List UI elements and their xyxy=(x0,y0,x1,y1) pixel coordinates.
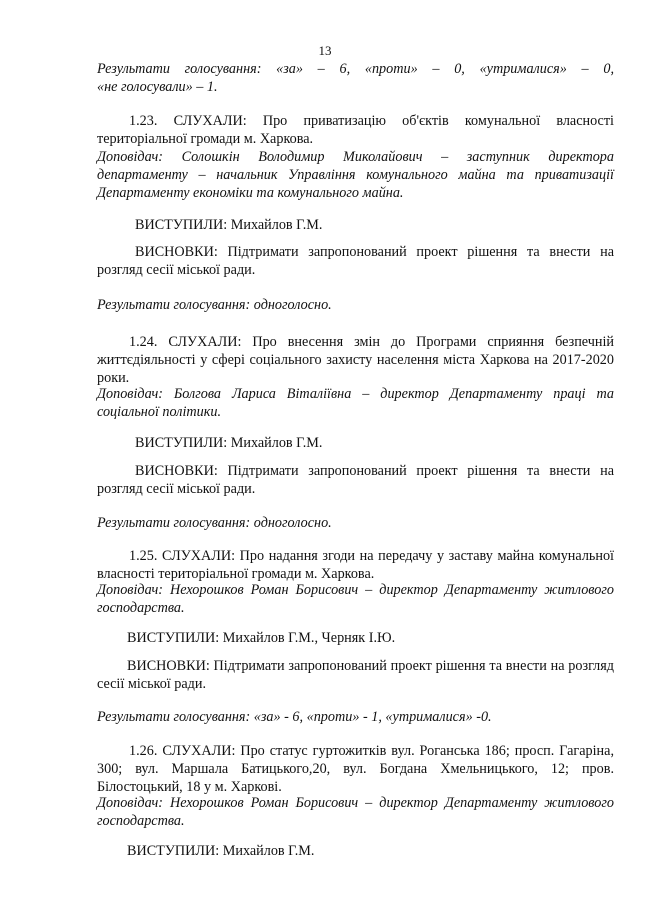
item-speaker-1-24: Доповідач: Болгова Лариса Віталіївна – директор Департаменту праці та соціальної політики. xyxy=(97,386,614,420)
item-spoke-1-23: ВИСТУПИЛИ: Михайлов Г.М. xyxy=(135,217,323,233)
item-spoke-1-24: ВИСТУПИЛИ: Михайлов Г.М. xyxy=(135,435,323,451)
item-speaker-1-23: Доповідач: Солошкін Володимир Миколайович – заступник директора департаменту – начальник Управління комунального майна та приватизації Департаменту економіки та комунального майна. xyxy=(97,149,614,201)
item-speaker-1-25: Доповідач: Нехорошков Роман Борисович – директор Департаменту житлового господарства. xyxy=(97,582,614,616)
item-conclusion-1-23: ВИСНОВКИ: Підтримати запропонований проект рішення та внести на розгляд сесії міської ради. xyxy=(97,244,614,278)
item-heard-1-23: 1.23. СЛУХАЛИ: Про приватизацію об'єктів комунальної власності територіальної громади м. Харкова. xyxy=(97,113,614,147)
vote-result-previous xyxy=(97,60,614,96)
item-spoke-1-25: ВИСТУПИЛИ: Михайлов Г.М., Черняк І.Ю. xyxy=(127,630,396,646)
item-vote-1-25: Результати голосування: «за» - 6, «проти» - 1, «утрималися» -0. xyxy=(97,709,492,725)
item-heard-1-25: 1.25. СЛУХАЛИ: Про надання згоди на передачу у заставу майна комунальної власності територіальної громади м. Харкова. xyxy=(97,548,614,582)
item-heard-1-26: 1.26. СЛУХАЛИ: Про статус гуртожитків вул. Роганська 186; просп. Гагаріна, 300; вул. Маршала Батицького,20, вул. Богдана Хмельницького, 12; пров. Білостоцький, 18 у м. Харкові. xyxy=(97,743,614,795)
page-number: 13 xyxy=(318,43,332,58)
item-vote-1-24: Результати голосування: одноголосно. xyxy=(97,515,332,531)
item-vote-1-23: Результати голосування: одноголосно. xyxy=(97,297,332,313)
vote-result-line: Результати голосування: «за» – 6, «проти» – 0, «утрималися» – 0, xyxy=(97,61,614,77)
item-conclusion-1-24: ВИСНОВКИ: Підтримати запропонований проект рішення та внести на розгляд сесії міської ради. xyxy=(97,463,614,497)
item-spoke-1-26: ВИСТУПИЛИ: Михайлов Г.М. xyxy=(127,843,315,859)
vote-result-line: «не голосували» – 1. xyxy=(97,79,218,95)
item-conclusion-1-25: ВИСНОВКИ: Підтримати запропонований проект рішення та внести на розгляд сесії міської ради. xyxy=(97,658,614,692)
item-speaker-1-26: Доповідач: Нехорошков Роман Борисович – директор Департаменту житлового господарства. xyxy=(97,795,614,829)
item-heard-1-24: 1.24. СЛУХАЛИ: Про внесення змін до Програми сприяння безпечній життєдіяльності у сфері соціального захисту населення міста Харкова на 2017-2020 роки. xyxy=(97,334,614,386)
